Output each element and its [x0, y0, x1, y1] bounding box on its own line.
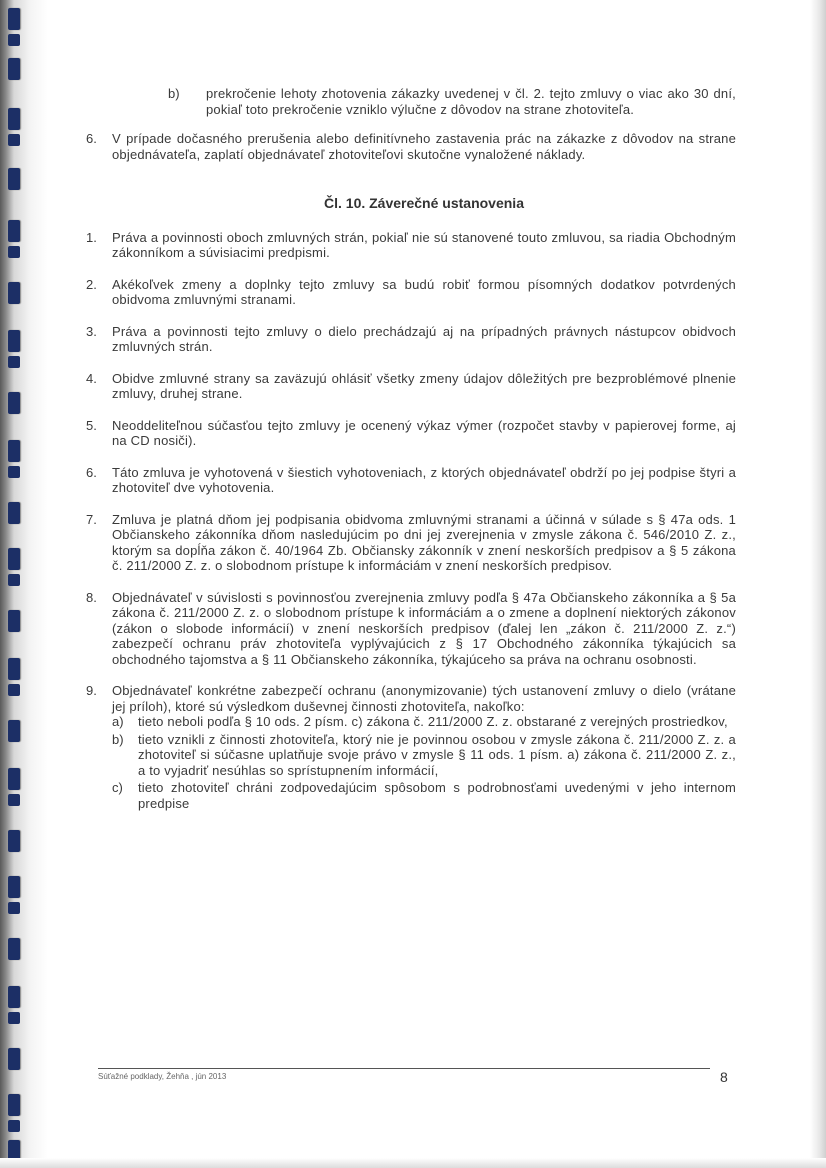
paragraph-text: Práva a povinnosti oboch zmluvných strán, pokiaľ nie sú stanovené touto zmluvou, sa riadia Obchodným zákonníkom a súvisiacimi predpismi.: [112, 229, 736, 260]
binder-edge: [0, 0, 48, 1168]
paragraph-text: Objednávateľ konkrétne zabezpečí ochranu (anonymizovanie) tých ustanovení zmluvy o dielo (vrátane jej príloh), ktoré sú výsledkom duševnej činnosti zhotoviteľa, nakoľko:: [112, 683, 736, 714]
binder-ring: [8, 1048, 20, 1070]
paragraph-text: Obidve zmluvné strany sa zaväzujú ohlásiť všetky zmeny údajov dôležitých pre bezproblémové plnenie zmluvy, druhej strane.: [112, 370, 736, 401]
intro-paragraph-6: [86, 131, 736, 162]
binder-ring: [8, 8, 20, 30]
item-letter: c): [112, 780, 123, 795]
paragraph: [86, 589, 736, 668]
item-letter: b): [112, 731, 124, 747]
binder-ring: [8, 1094, 20, 1116]
paragraph: [86, 417, 736, 449]
footer-divider: [98, 1068, 710, 1069]
item-text: tieto neboli podľa § 10 ods. 2 písm. c) zákona č. 211/2000 Z. z. obstarané z verejných prostriedkov,: [138, 714, 728, 729]
binder-ring: [8, 108, 20, 130]
binder-ring: [8, 610, 20, 632]
paragraph-number: 7.: [86, 511, 97, 527]
list-item: [112, 732, 736, 779]
binder-ring: [8, 548, 20, 570]
binder-ring: [8, 392, 20, 414]
item-letter: a): [112, 714, 124, 729]
paragraph: [86, 370, 736, 402]
paragraph-number: 1.: [86, 229, 97, 245]
item-text: prekročenie lehoty zhotovenia zákazky uvedenej v čl. 2. tejto zmluvy o viac ako 30 dní, pokiaľ toto prekročenie vzniklo výlučne z dôvodov na strane zhotoviteľa.: [206, 86, 736, 117]
paragraph-text: Akékoľvek zmeny a doplnky tejto zmluvy sa budú robiť formou písomných dodatkov potvrdených obidvoma zmluvnými stranami.: [112, 276, 736, 307]
paragraph: [86, 323, 736, 355]
binder-ring: [8, 768, 20, 790]
section-heading: Čl. 10. Záverečné ustanovenia: [324, 195, 524, 211]
binder-ring: [8, 502, 20, 524]
paragraph: [86, 511, 736, 574]
paragraph-text: Zmluva je platná dňom jej podpisania obidvoma zmluvnými stranami a účinná v súlade s § 47a ods. 1 Občianskeho zákonníka dňom nasledujúcim po dni jej zverejnenia v zmysle zákona č. 546/2010 Z. z., ktorým sa dopĺňa zákon č. 40/1964 Zb. Občiansky zákonník v znení neskorších predpisov a § 5 zákona č. 211/2000 Z. z. o slobodnom prístupe k informáciám v znení neskorších predpisov.: [112, 511, 736, 573]
paragraph-text: Neoddeliteľnou súčasťou tejto zmluvy je ocenený výkaz výmer (rozpočet stavby v papierovej forme, aj na CD nosiči).: [112, 417, 736, 448]
paragraph-text: Práva a povinnosti tejto zmluvy o dielo prechádzajú aj na prípadných právnych nástupcov obidvoch zmluvných strán.: [112, 323, 736, 354]
paragraph-number: 8.: [86, 589, 97, 605]
item-letter: b): [168, 86, 180, 101]
page-number: 8: [720, 1069, 728, 1085]
binder-ring: [8, 58, 20, 80]
page-footer: [98, 1068, 710, 1081]
binder-ring: [8, 938, 20, 960]
paragraph: [86, 276, 736, 308]
paragraph-number: 4.: [86, 370, 97, 386]
item-text: tieto vznikli z činnosti zhotoviteľa, ktorý nie je povinnou osobou v zmysle zákona č. 211/2000 Z. z. a zhotoviteľ si súčasne uplatňuje svoje právo v zmysle § 11 ods. 1 písm. a) zákona č. 211/2000 Z. z., a to vyjadriť nesúhlas so sprístupnením informácií,: [138, 731, 736, 778]
binder-ring: [8, 658, 20, 680]
paragraph-text: Táto zmluva je vyhotovená v šiestich vyhotoveniach, z ktorých objednávateľ obdrží po jej podpise štyri a zhotoviteľ dve vyhotovenia.: [112, 464, 736, 495]
binder-ring: [8, 168, 20, 190]
binder-ring: [8, 830, 20, 852]
page-edge-shadow: [810, 0, 826, 1168]
paragraph-number: 2.: [86, 276, 97, 292]
paragraph: [86, 229, 736, 261]
binder-ring: [8, 720, 20, 742]
sub-item-list: [112, 714, 736, 811]
binder-ring: [8, 440, 20, 462]
paragraph-number: 3.: [86, 323, 97, 339]
binder-ring: [8, 282, 20, 304]
paragraph: [86, 464, 736, 496]
item-text: tieto zhotoviteľ chráni zodpovedajúcim spôsobom s podrobnosťami uvedenými v jeho internom predpise: [138, 780, 736, 811]
footer-text: Súťažné podklady, Žehňa , jún 2013: [98, 1072, 227, 1081]
paragraph-text: Objednávateľ v súvislosti s povinnosťou zverejnenia zmluvy podľa § 47a Občianskeho zákonníka a § 5a zákona č. 211/2000 Z. z. o slobodnom prístupe k informáciám a o zmene a doplnení niektorých zákonov (zákon o slobode informácií) v znení neskorších predpisov (ďalej len „zákon č. 211/2000 Z. z.“) zabezpečí ochranu práv zhotoviteľa vyplývajúcich z § 17 Obchodného zákonníka týkajúcich sa obchodného tajomstva a § 11 Občianskeho zákonníka, týkajúceho sa práva na ochranu osobnosti.: [112, 589, 736, 667]
binder-ring: [8, 986, 20, 1008]
paragraph-number: 9.: [86, 683, 97, 698]
list-item: [112, 714, 736, 730]
paragraph-number: 5.: [86, 417, 97, 433]
paragraph: [86, 683, 736, 811]
list-item: [112, 780, 736, 811]
paragraph-number: 6.: [86, 131, 97, 146]
paragraph-text: V prípade dočasného prerušenia alebo definitívneho zastavenia prác na zákazke z dôvodov na strane objednávateľa, zaplatí objednávateľ zhotoviteľovi skutočne vynaložené náklady.: [112, 131, 736, 162]
page-bottom-shadow: [0, 1158, 826, 1168]
intro-item-b: [168, 86, 736, 117]
binder-ring: [8, 876, 20, 898]
paragraph-number: 6.: [86, 464, 97, 480]
binder-ring: [8, 220, 20, 242]
binder-ring: [8, 330, 20, 352]
document-body: [86, 86, 736, 827]
